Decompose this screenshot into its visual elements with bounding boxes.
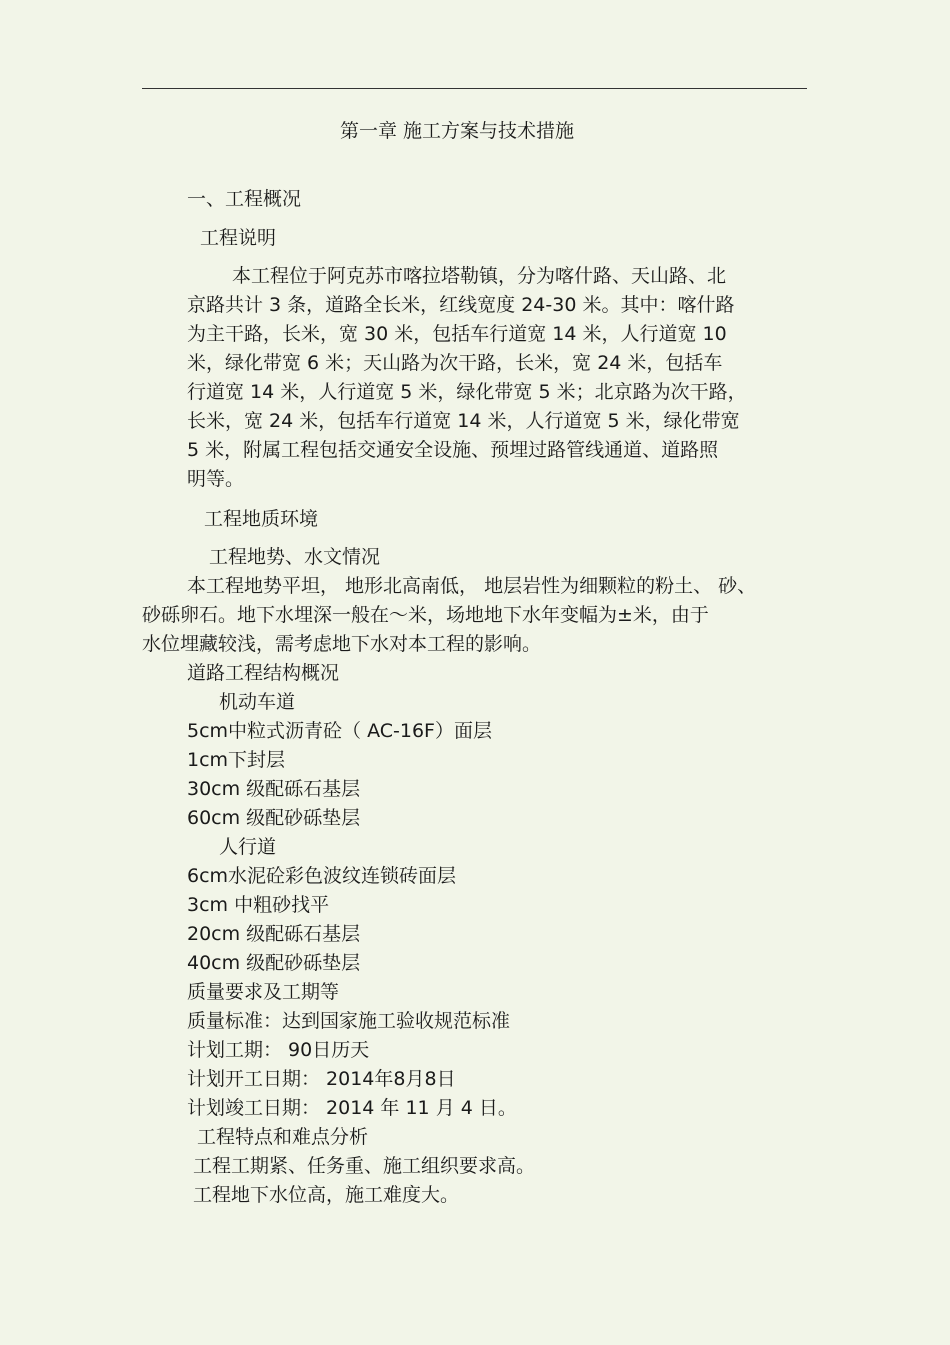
list-item: 工程地下水位高，施工难度大。 bbox=[193, 1184, 460, 1206]
subsection-title: 工程特点和难点分析 bbox=[197, 1126, 369, 1148]
list-item: 6cm水泥砼彩色波纹连锁砖面层 bbox=[187, 865, 457, 887]
subsection-title: 工程说明 bbox=[200, 227, 277, 249]
paragraph-line: 为主干路，长米，宽 30 米，包括车行道宽 14 米，人行道宽 10 bbox=[187, 323, 727, 345]
list-item: 20cm 级配砾石基层 bbox=[187, 923, 361, 945]
paragraph-line: 砂砾卵石。地下水埋深一般在～米，场地地下水年变幅为±米，由于 bbox=[142, 604, 709, 626]
list-item: 计划竣工日期： 2014 年 11 月 4 日。 bbox=[187, 1097, 517, 1119]
subsection-title: 质量要求及工期等 bbox=[187, 981, 340, 1003]
list-item: 30cm 级配砾石基层 bbox=[187, 778, 361, 800]
paragraph-line: 米，绿化带宽 6 米；天山路为次干路，长米，宽 24 米，包括车 bbox=[187, 352, 723, 374]
list-item: 质量标准：达到国家施工验收规范标准 bbox=[187, 1010, 511, 1032]
list-item: 1cm下封层 bbox=[187, 749, 286, 771]
list-item: 5cm中粒式沥青砼（ AC-16F）面层 bbox=[187, 720, 492, 742]
header-rule bbox=[142, 88, 807, 89]
list-item: 3cm 中粗砂找平 bbox=[187, 894, 330, 916]
list-item: 计划开工日期： 2014年8月8日 bbox=[187, 1068, 456, 1090]
paragraph-line: 本工程位于阿克苏市喀拉塔勒镇，分为喀什路、天山路、北 bbox=[232, 265, 727, 287]
paragraph-line: 京路共计 3 条，道路全长米，红线宽度 24-30 米。其中：喀什路 bbox=[187, 294, 735, 316]
subsection-title: 工程地质环境 bbox=[204, 508, 319, 530]
list-item: 60cm 级配砂砾垫层 bbox=[187, 807, 361, 829]
paragraph-line: 行道宽 14 米，人行道宽 5 米，绿化带宽 5 米；北京路为次干路， bbox=[187, 381, 747, 403]
paragraph-line: 水位埋藏较浅，需考虑地下水对本工程的影响。 bbox=[142, 633, 542, 655]
paragraph-line: 本工程地势平坦， 地形北高南低， 地层岩性为细颗粒的粉土、 砂、 bbox=[187, 575, 757, 597]
list-item: 工程工期紧、任务重、施工组织要求高。 bbox=[193, 1155, 536, 1177]
subsection-title: 人行道 bbox=[219, 836, 277, 858]
list-item: 40cm 级配砂砾垫层 bbox=[187, 952, 361, 974]
paragraph-line: 5 米，附属工程包括交通安全设施、预埋过路管线通道、道路照 bbox=[187, 439, 719, 461]
subsection-title: 机动车道 bbox=[219, 691, 296, 713]
section-title: 一、工程概况 bbox=[187, 188, 302, 210]
subsection-title: 道路工程结构概况 bbox=[187, 662, 340, 684]
list-item: 计划工期： 90日历天 bbox=[187, 1039, 370, 1061]
paragraph-line: 长米，宽 24 米，包括车行道宽 14 米，人行道宽 5 米，绿化带宽 bbox=[187, 410, 740, 432]
chapter-title: 第一章 施工方案与技术措施 bbox=[340, 120, 575, 142]
subsection-title: 工程地势、水文情况 bbox=[209, 546, 381, 568]
paragraph-line: 明等。 bbox=[187, 468, 245, 490]
